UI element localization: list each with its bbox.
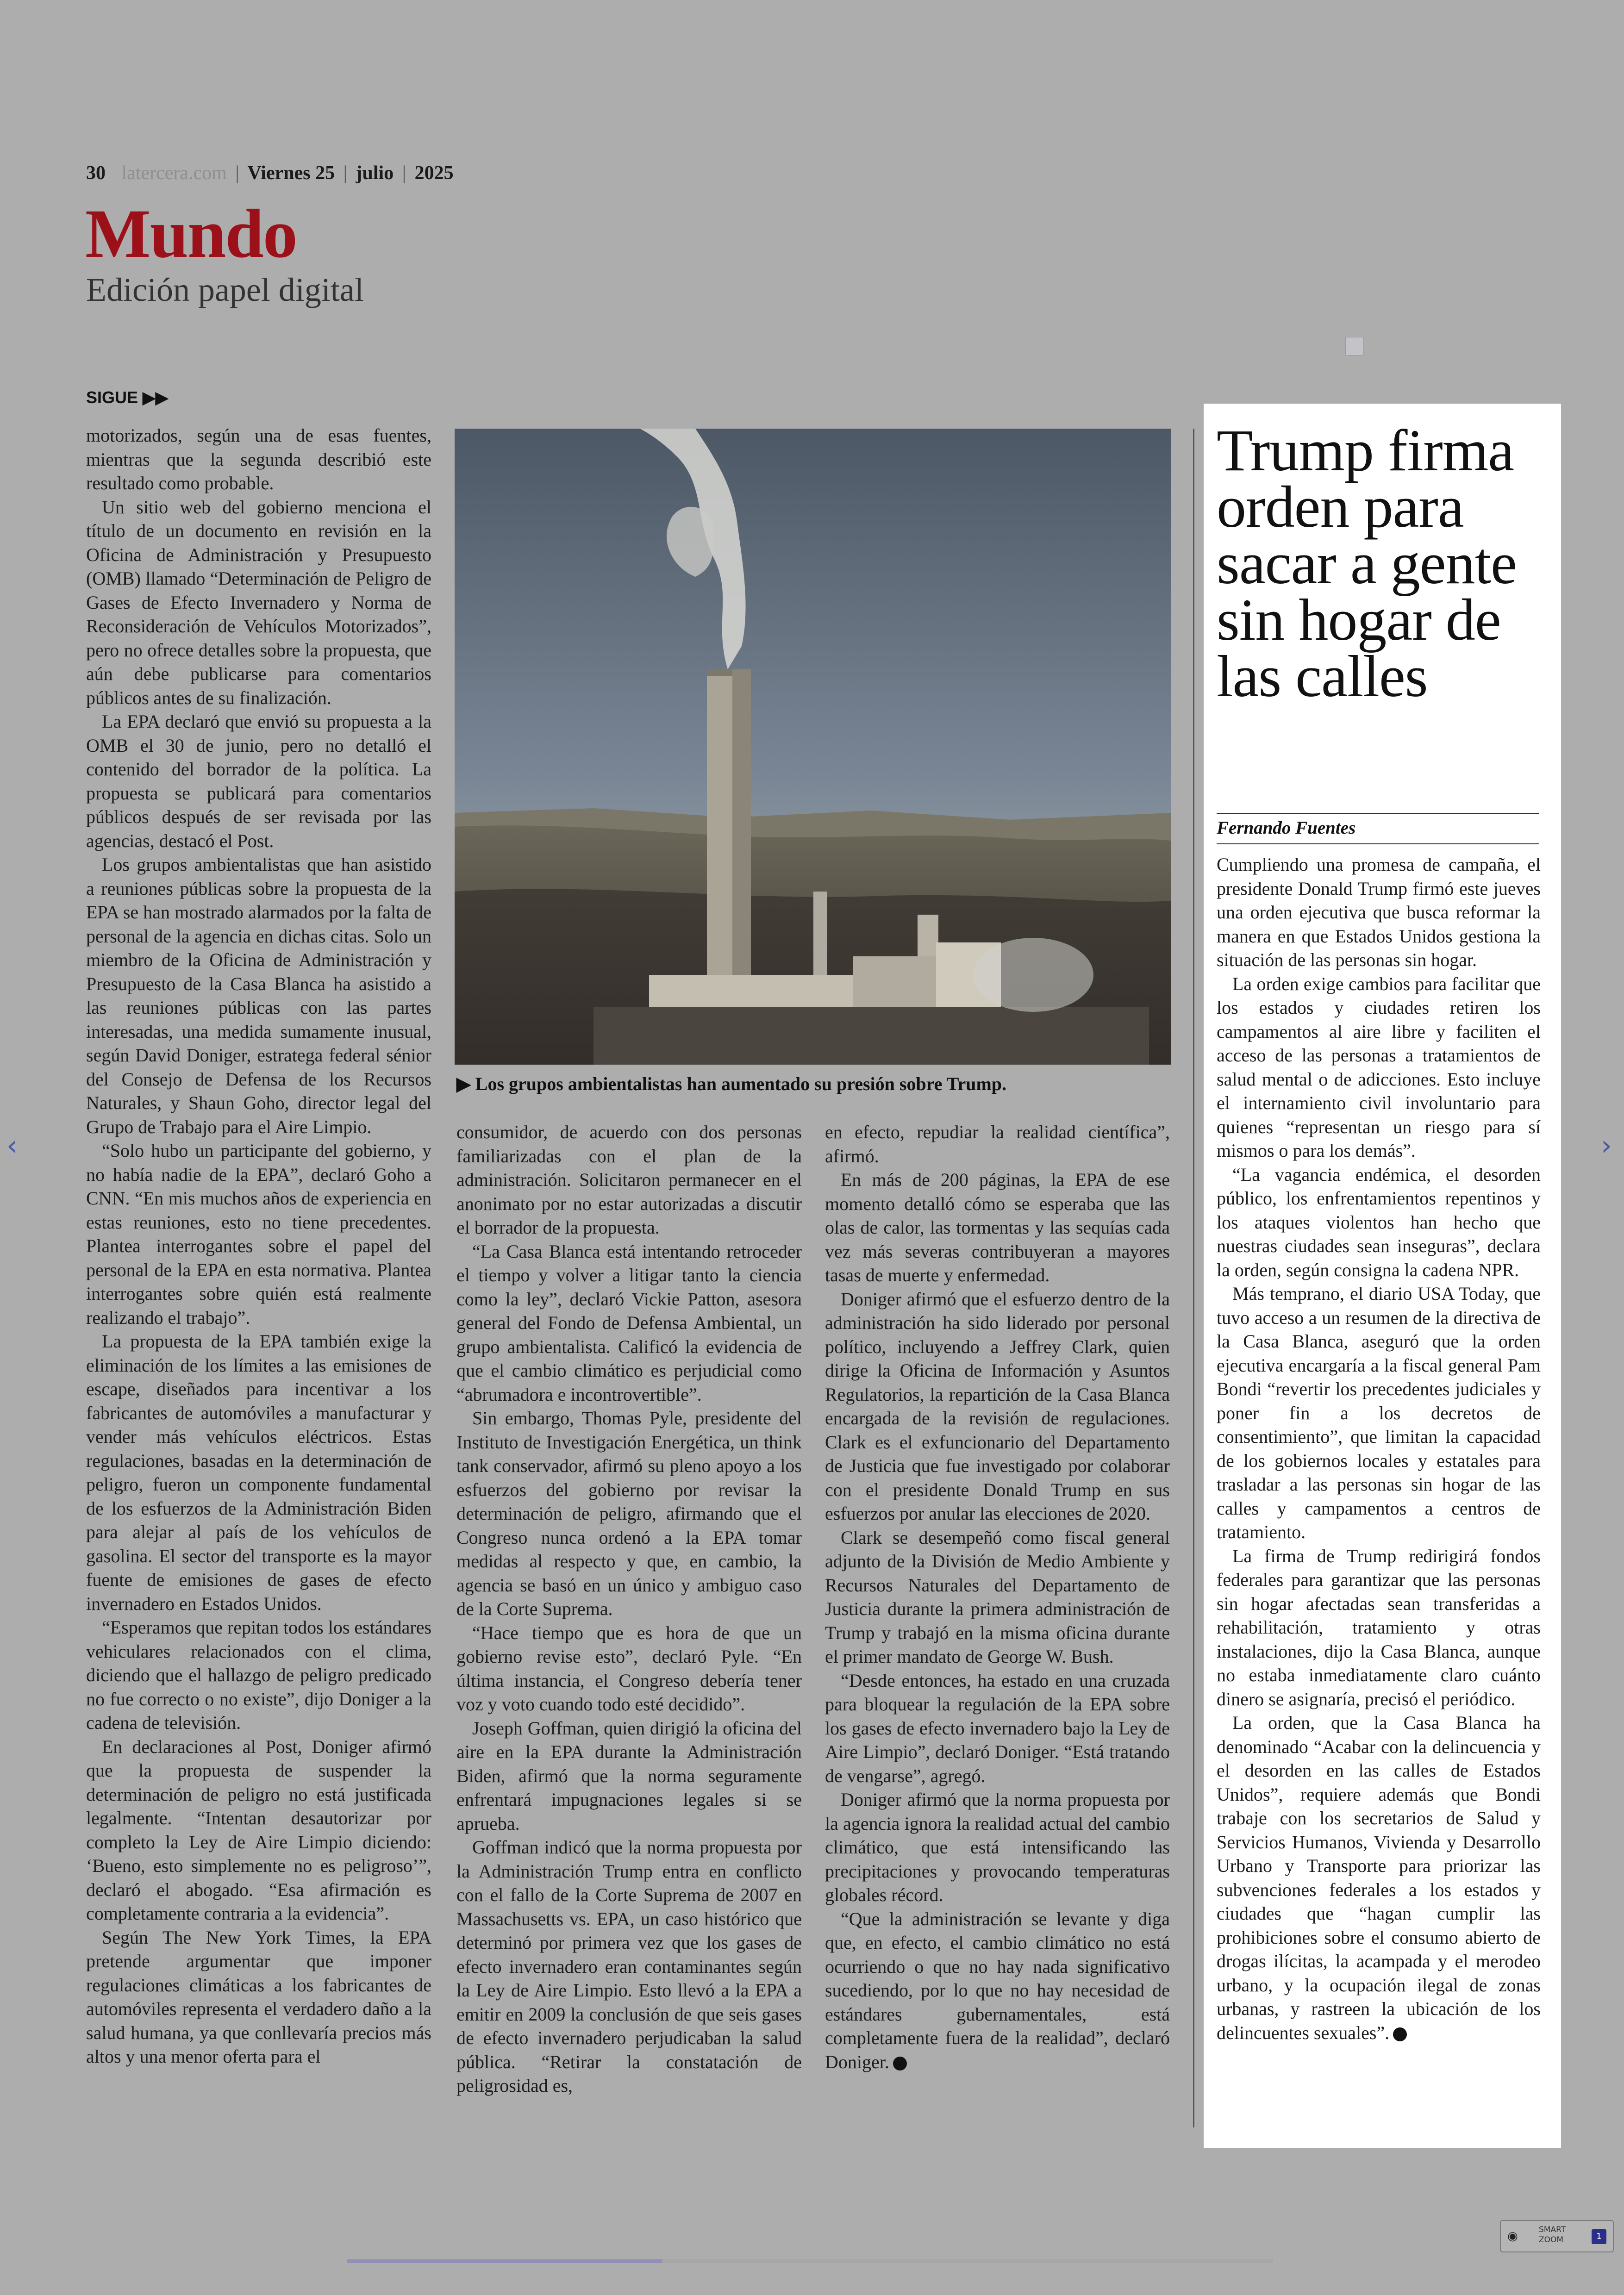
continues-label: SIGUE ▶▶ [86, 388, 169, 407]
sidebar-paragraph: “La vagancia endémica, el desorden público, los enfrentamientos repentinos y los ataques violentos han hecho que nuestras ciudades sean inseguras”, declara la orden, según consigna la cadena NPR. [1217, 1164, 1541, 1280]
divider [1217, 813, 1539, 814]
article-paragraph: Doniger afirmó que la norma propuesta por la agencia ignora la realidad actual del cambio climático, que está intensificando las precipitaciones y provocando temperaturas globales récord. [825, 1789, 1170, 1905]
sidebar-paragraph: La firma de Trump redirigirá fondos federales para garantizar que las personas sin hogar afectadas sean transferidas a rehabilitación, tratamiento y otras instalaciones, dijo la Casa Blanca, aunque no estaba inmediatamente claro cuánto dinero se asignaría, precisó el periódico. [1217, 1545, 1541, 1709]
article-paragraph: Doniger afirmó que el esfuerzo dentro de la administración ha sido liderado por personal político, incluyendo a Jeffrey Clark, quien dirige la Oficina de Información y Asuntos Regulatorios, la repartición de la Casa Blanca encargada de la revisión de regulaciones. Clark es el exfuncionario del Departamento de Justicia que fue investigado por colaborar con el presidente Donald Trump en sus esfuerzos por anular las elecciones de 2020. [825, 1288, 1170, 1524]
power-plant-photo [455, 429, 1171, 1065]
site-name: latercera.com [121, 162, 227, 184]
sidebar-paragraph: Cumpliendo una promesa de campaña, el presidente Donald Trump firmó este jueves una orden ejecutiva que busca reformar la manera en que Estados Unidos gestiona la situación de las personas sin hogar. [1217, 854, 1541, 970]
article-paragraph: La propuesta de la EPA también exige la eliminación de los límites a las emisiones de escape, diseñados para incentivar a los fabricantes de automóviles a manufacturar y vender más vehículos eléctricos. Estas regulaciones, basadas en la determinación de peligro, fueron un componente fundamental de los esfuerzos de la Administración Biden para alejar al país de los vehículos de gasolina. El sector del transporte es la mayor fuente de emisiones de gases de efecto invernadero en Estados Unidos. [86, 1331, 431, 1614]
sidebar-paragraph: Más temprano, el diario USA Today, que tuvo acceso a un resumen de la directiva de la Casa Blanca, aseguró que la orden ejecutiva encargaría a la fiscal general Pam Bondi “revertir los precedentes judiciales y poner fin a los decretos de consentimiento”, que limitan la capacidad de los gobiernos locales y estatales para trasladar a las personas sin hogar de las calles y campamentos a centros de tratamiento. [1217, 1283, 1541, 1542]
article-paragraph: en efecto, repudiar la realidad científica”, afirmó. [825, 1122, 1170, 1166]
chevron-right-icon[interactable]: › [1601, 1129, 1612, 1162]
article-paragraph: “Hace tiempo que es hora de que un gobierno revise esto”, declaró Pyle. “En última instancia, el Congreso debería tener voz y voto cuando todo esté decidido”. [456, 1622, 802, 1715]
article-paragraph: Los grupos ambientalistas que han asistido a reuniones públicas sobre la propuesta de la EPA se han mostrado alarmados por la falta de personal de la agencia en dichas citas. Solo un miembro de la Oficina de Administración y Presupuesto de la Casa Blanca ha asistido a las reuniones públicas con las partes interesadas, una medida sumamente inusual, según David Doniger, estratega federal sénior del Consejo de Defensa de los Recursos Naturales, y Shaun Goho, director legal del Grupo de Trabajo para el Aire Limpio. [86, 854, 431, 1137]
article-end-text: “Que la administración se levante y diga que, en efecto, el cambio climático no está ocurriendo o que no hay nada significativo sucediendo, por lo que no hay necesidad de estándares gubernamentales, está completamente fuera de la realidad”, declaró Doniger. [825, 1908, 1170, 2072]
article-paragraph: “Desde entonces, ha estado en una cruzada para bloquear la regulación de la EPA sobre los gases de efecto invernadero bajo la Ley de Aire Limpio”, declaró Doniger. “Está tratando de vengarse”, agregó. [825, 1670, 1170, 1786]
sidebar-author: Fernando Fuentes [1217, 818, 1356, 838]
sidebar-paragraph [1217, 1711, 1541, 2045]
page-number: 30 [86, 162, 106, 184]
article-paragraph: Goffman indicó que la norma propuesta por la Administración Trump entra en conflicto con el fallo de la Corte Suprema de 2007 en Massachusetts vs. EPA, un caso histórico que determinó por primera vez que los gases de efecto invernadero eran contaminantes según la Ley de Aire Limpio. Esto llevó a la EPA a emitir en 2009 la conclusión de que seis gases de efecto invernadero perjudicaban la salud pública. “Retirar la constatación de peligrosidad es, [456, 1837, 802, 2096]
article-paragraph: Sin embargo, Thomas Pyle, presidente del Instituto de Investigación Energética, un think tank conservador, afirmó su pleno apoyo a los esfuerzos del gobierno por revisar la determinación de peligro, afirmando que el Congreso nunca ordenó a la EPA tomar medidas al respecto y que, en cambio, la agencia se basó en un único y ambiguo caso de la Corte Suprema. [456, 1408, 802, 1619]
article-paragraph: motorizados, según una de esas fuentes, mientras que la segunda describió este resultado como probable. [86, 425, 431, 493]
article-column-3 [825, 1120, 1170, 2127]
sidebar-body [1217, 853, 1541, 2121]
end-mark-icon [1393, 2027, 1407, 2041]
article-paragraph: “Solo hubo un participante del gobierno, y no había nadie de la EPA”, declaró Goho a CNN. “En mis muchos años de experiencia en estas reuniones, esto no tiene precedentes. Plantea interrogantes sobre el papel del personal de la EPA en esta normativa. Plantea interrogantes sobre quién está realmente realizando el trabajo”. [86, 1140, 431, 1328]
header-month: julio [356, 162, 394, 184]
article-column-1 [86, 424, 431, 2127]
header-day: Viernes 25 [247, 162, 335, 184]
article-paragraph: “Esperamos que repitan todos los estándares vehiculares relacionados con el clima, diciendo que el hallazgo de peligro predicado no fue correcto o no existe”, dijo Doniger a la cadena de televisión. [86, 1617, 431, 1733]
article-paragraph: “La Casa Blanca está intentando retroceder el tiempo y volver a litigar tanto la ciencia como la ley”, declaró Vickie Patton, asesora general del Fondo de Defensa Ambiental, un grupo ambientalista. Calificó la evidencia de que el cambio climático es perjudicial como “abrumadora e incontrovertible”. [456, 1241, 802, 1405]
end-mark-icon [893, 2057, 907, 2070]
smart-zoom-button[interactable] [1500, 2220, 1614, 2252]
article-paragraph [825, 1907, 1170, 2074]
article-paragraph: En más de 200 páginas, la EPA de ese momento detalló cómo se esperaba que las olas de calor, las tormentas y las sequías cada vez más severas contribuyeran a mayores tasas de muerte y enfermedad. [825, 1169, 1170, 1285]
sidebar-headline: Trump firma orden para sacar a gente sin hogar de las calles [1217, 418, 1517, 709]
article-paragraph: Según The New York Times, la EPA pretende argumentar que imponer regulaciones climáticas a los fabricantes de automóviles representa el verdadero daño a la salud humana, ya que conllevaría precios más altos y una menor oferta para el [86, 1927, 431, 2067]
page-header: 30 latercera.com | Viernes 25 | julio | 2025 [86, 162, 454, 184]
article-column-2 [456, 1120, 802, 2127]
section-title: Mundo [85, 195, 297, 272]
article-paragraph: consumidor, de acuerdo con dos personas familiarizadas con el plan de la administración. Solicitaron permanecer en el anonimato por no estar autorizadas a discutir el borrador de la propuesta. [456, 1122, 802, 1238]
smart-zoom-label: SMART ZOOM [1539, 2225, 1566, 2245]
chevron-left-icon[interactable]: ‹ [6, 1129, 18, 1162]
article-paragraph: Clark se desempeñó como fiscal general adjunto de la División de Medio Ambiente y Recursos Naturales del Departamento de Justicia durante la primera administración de Trump y trabajó en la misma oficina durante el primer mandato de George W. Bush. [825, 1527, 1170, 1667]
sidebar-paragraph: La orden exige cambios para facilitar que los estados y ciudades retiren los campamentos al aire libre y faciliten el acceso de las personas a tratamientos de salud mental o de adicciones. Esto incluye el internamiento civil involuntario para quienes “representan un riesgo para sí mismos o para los demás”. [1217, 973, 1541, 1161]
zoom-badge: 1 [1592, 2229, 1606, 2244]
article-paragraph: Un sitio web del gobierno menciona el título de un documento en revisión en la Oficina de Administración y Presupuesto (OMB) llamado “Determinación de Peligro de Gases de Efecto Invernadero y Norma de Reconsideración de Vehículos Motorizados”, pero no ofrece detalles sobre la propuesta, que aún debe publicarse para comentarios públicos antes de su finalización. [86, 496, 431, 708]
article-paragraph: En declaraciones al Post, Doniger afirmó que la propuesta de suspender la determinación de peligro no está justificada legalmente. “Intentan desautorizar por completo la Ley de Aire Limpio diciendo: ‘Bueno, esto simplemente no es peligroso’”, declaró el abogado. “Esa afirmación es completamente contraria a la evidencia”. [86, 1736, 431, 1924]
article-paragraph: La EPA declaró que envió su propuesta a la OMB el 30 de junio, pero no detalló el contenido del borrador de la política. La propuesta se publicará para comentarios públicos después de ser revisada por las agencias, destacó el Post. [86, 711, 431, 851]
article-paragraph: Joseph Goffman, quien dirigió la oficina del aire en la EPA durante la Administración Biden, afirmó que la norma seguramente enfrentará impugnaciones legales si se aprueba. [456, 1717, 802, 1834]
page-thumbnail-icon[interactable] [1345, 337, 1364, 355]
divider [1217, 843, 1539, 844]
page-progress-fill [347, 2259, 662, 2263]
column-divider [1193, 429, 1194, 2127]
sidebar-end-text: La orden, que la Casa Blanca ha denominado “Acabar con la delincuencia y el desorden en las calles de Estados Unidos”, requiere además que Bondi trabaje con los secretarios de Salud y Servicios Humanos, Vivienda y Desarrollo Urbano y Transporte para priorizar las subvenciones federales a los estados y ciudades que “hagan cumplir las prohibiciones sobre el consumo abierto de drogas ilícitas, la acampada y el merodeo urbano, y la ocupación ilegal de zonas urbanas, y rastreen la ubicación de los delincuentes sexuales”. [1217, 1712, 1541, 2043]
photo-caption: ▶ Los grupos ambientalistas han aumentado su presión sobre Trump. [456, 1073, 1007, 1094]
header-year: 2025 [414, 162, 454, 184]
eye-icon: ◉ [1507, 2229, 1518, 2243]
section-subtitle: Edición papel digital [86, 271, 364, 308]
